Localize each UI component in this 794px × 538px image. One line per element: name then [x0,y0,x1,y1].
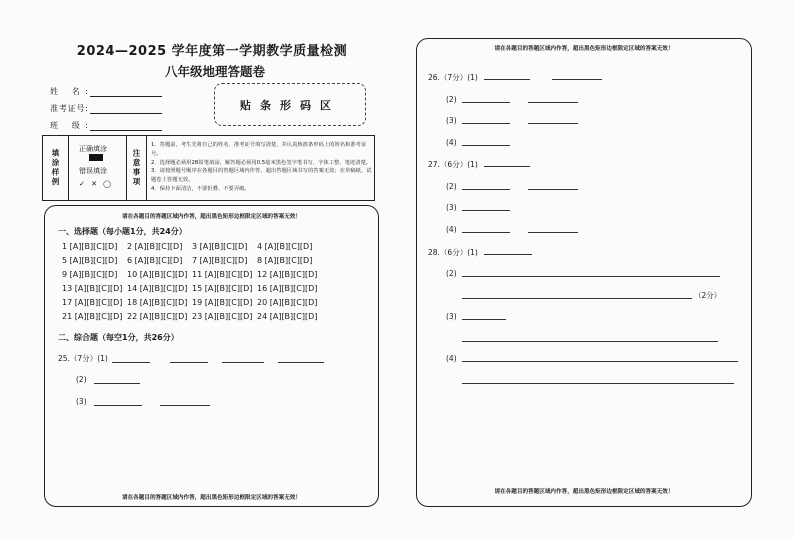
notes-list [151,141,373,194]
fill-sample [69,136,127,200]
answer-line[interactable] [94,383,140,384]
choice-item[interactable]: 4 [A][B][C][D] [257,242,313,251]
answer-line[interactable] [462,319,506,320]
choice-item[interactable]: 2 [A][B][C][D] [127,242,183,251]
q27-part-label: (2) [446,182,457,191]
answer-line[interactable] [528,123,578,124]
fill-guide-box [42,135,375,201]
answer-line[interactable] [528,232,578,233]
choice-row [62,242,322,251]
q26-part-label: (4) [446,138,457,147]
answer-line[interactable] [528,102,578,103]
name-label: 姓 名: [50,87,88,96]
q28-score-note: （2分） [694,291,722,300]
answer-line[interactable] [462,341,718,342]
class-field[interactable] [50,120,162,131]
choice-item[interactable]: 21 [A][B][C][D] [62,312,123,321]
q28-label: 28.（6分）(1) [428,248,478,257]
note-item: 3．请按照题号顺序在各题目的答题区域内作答，超出答题区域书写的答案无效；在草稿纸、试题卷上答题无效。 [151,168,372,184]
name-line [90,87,162,97]
choice-row [62,312,322,321]
answer-line[interactable] [484,166,530,167]
choice-item[interactable]: 11 [A][B][C][D] [192,270,253,279]
choice-item[interactable]: 14 [A][B][C][D] [127,284,188,293]
answer-line[interactable] [462,298,692,299]
answer-panel-right [416,38,752,507]
q27-part-label: (4) [446,225,457,234]
answer-line[interactable] [112,362,150,363]
name-field[interactable] [50,86,162,97]
answer-line[interactable] [94,405,142,406]
choice-item[interactable]: 16 [A][B][C][D] [257,284,318,293]
q26-label: 26.（7分）(1) [428,73,478,82]
answer-line[interactable] [462,189,510,190]
choice-item[interactable]: 22 [A][B][C][D] [127,312,188,321]
answer-line[interactable] [462,123,510,124]
barcode-area: 贴条形码区 [214,83,366,126]
exam-id-field[interactable] [50,103,162,114]
class-label: 班 级: [50,121,88,130]
answer-line[interactable] [462,102,510,103]
answer-line[interactable] [552,79,602,80]
class-line [90,121,162,131]
answer-line[interactable] [528,189,578,190]
q25-label: 25.（7分）(1) [58,354,108,363]
q26-part-label: (3) [446,116,457,125]
answer-line[interactable] [462,383,734,384]
choice-item[interactable]: 19 [A][B][C][D] [192,298,253,307]
exam-id-label: 准考证号: [50,104,88,113]
exam-id-line [90,104,162,114]
warning-top-right: 请在各题目的答题区域内作答，超出黑色矩形边框限定区域的答案无效！ [494,46,674,52]
warning-bottom-right: 请在各题目的答题区域内作答，超出黑色矩形边框限定区域的答案无效！ [494,489,674,495]
q28-part-label: (3) [446,312,457,321]
q25-part-label: (3) [76,397,87,406]
section-comprehensive-title: 二、综合题（每空1分，共26分） [58,333,179,342]
answer-line[interactable] [462,361,738,362]
answer-line[interactable] [160,405,210,406]
choice-item[interactable]: 10 [A][B][C][D] [127,270,188,279]
q27-part-label: (3) [446,203,457,212]
note-item: 4．保持卡面清洁，不要折叠、不要弄破。 [151,185,250,192]
warning-bottom-left: 请在各题目的答题区域内作答，超出黑色矩形边框限定区域的答案无效！ [121,495,301,501]
exam-title: 2024—2025 学年度第一学期教学质量检测 [76,44,348,59]
answer-line[interactable] [170,362,208,363]
choice-item[interactable]: 23 [A][B][C][D] [192,312,253,321]
choice-item[interactable]: 8 [A][B][C][D] [257,256,313,265]
choice-row [62,256,322,265]
choice-item[interactable]: 24 [A][B][C][D] [257,312,318,321]
answer-line[interactable] [462,232,510,233]
exam-subtitle: 八年级地理答题卷 [164,64,265,79]
answer-line[interactable] [462,145,510,146]
choice-item[interactable]: 9 [A][B][C][D] [62,270,118,279]
notes-label: 注意事项 [127,136,147,200]
choice-row [62,298,322,307]
choice-item[interactable]: 18 [A][B][C][D] [127,298,188,307]
choice-item[interactable]: 5 [A][B][C][D] [62,256,118,265]
choice-item[interactable]: 15 [A][B][C][D] [192,284,253,293]
wrong-fill-label: 错误填涂 [79,167,107,175]
choice-item[interactable]: 3 [A][B][C][D] [192,242,248,251]
choice-grid [62,242,322,321]
answer-line[interactable] [462,276,720,277]
choice-item[interactable]: 1 [A][B][C][D] [62,242,118,251]
correct-fill-mark [89,154,103,161]
choice-row [62,284,322,293]
q28-part-label: (2) [446,269,457,278]
correct-fill-label: 正确填涂 [79,145,107,153]
choice-item[interactable]: 6 [A][B][C][D] [127,256,183,265]
answer-line[interactable] [222,362,264,363]
choice-item[interactable]: 20 [A][B][C][D] [257,298,318,307]
choice-item[interactable]: 17 [A][B][C][D] [62,298,123,307]
answer-line[interactable] [462,210,510,211]
choice-row [62,270,322,279]
q28-part-label: (4) [446,354,457,363]
note-item: 2．选择题必须用2B铅笔填涂，解答题必须用0.5毫米黑色签字笔书写，字体工整、笔迹清楚。 [151,159,372,166]
section-choice-title: 一、选择题（每小题1分，共24分） [58,227,187,236]
choice-item[interactable]: 13 [A][B][C][D] [62,284,123,293]
q26-part-label: (2) [446,95,457,104]
fill-sample-label: 填涂样例 [43,136,69,200]
choice-item[interactable]: 12 [A][B][C][D] [257,270,318,279]
q25-part-label: (2) [76,375,87,384]
choice-item[interactable]: 7 [A][B][C][D] [192,256,248,265]
answer-line[interactable] [484,254,532,255]
wrong-fill-marks: ✓ ✕ ◯ [79,180,114,188]
q27-label: 27.（6分）(1) [428,160,478,169]
answer-line[interactable] [278,362,324,363]
warning-top-left: 请在各题目的答题区域内作答，超出黑色矩形边框限定区域的答案无效！ [121,214,301,220]
note-item: 1．答题前，考生先将自己的姓名、准考证号填写清楚，并认真核准条形码上的姓名和准考证号。 [151,142,367,157]
answer-line[interactable] [484,79,530,80]
